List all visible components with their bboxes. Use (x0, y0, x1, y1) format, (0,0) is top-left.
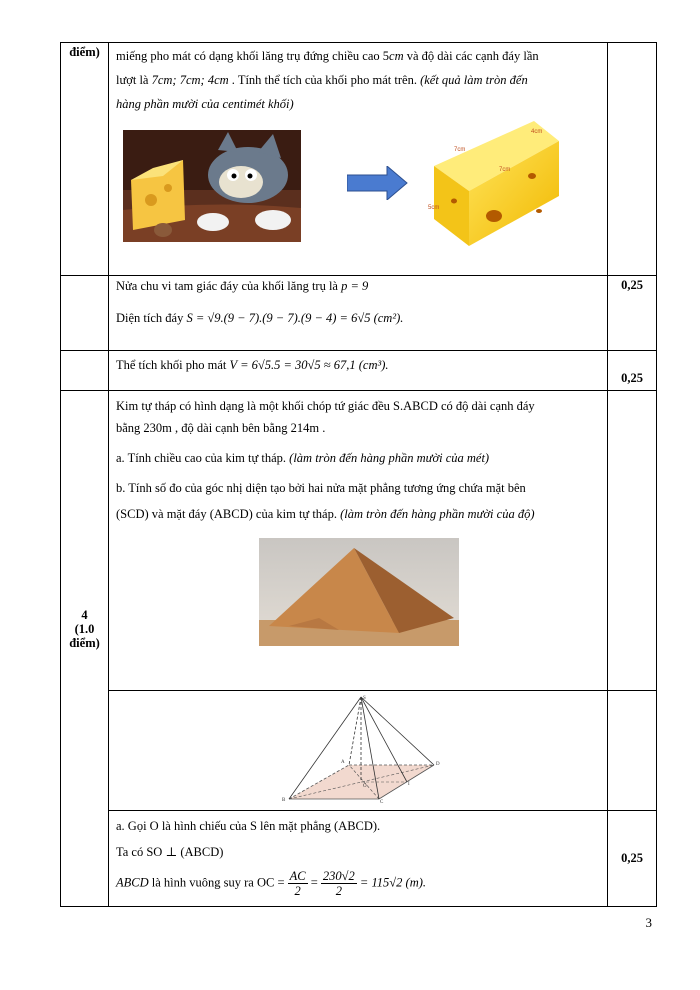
score-cell (608, 43, 657, 276)
volume-row (61, 351, 657, 391)
cheese-problem-row (61, 43, 657, 276)
solution-line-3: ABCD là hình vuông suy ra OC = $\frac{AC}{2}$ = $\frac{230√2}{2}$ = 115√2 (m). (116, 869, 427, 898)
label-5cm: 5cm (428, 205, 440, 211)
points-label: 4 (1.0 điểm) (69, 607, 100, 650)
label-7cm-left: 7cm (454, 147, 466, 153)
solution-cell (109, 276, 608, 351)
score-cell (608, 276, 657, 351)
question-a: a. Tính chiều cao của kim tự tháp. (làm tròn đến hàng phần mười của mét) (116, 451, 490, 465)
score-cell (608, 691, 657, 811)
label-A: A (341, 760, 345, 765)
question-b-line-1: b. Tính số đo của góc nhị diện tạo bởi hai nửa mặt phẳng tương ứng chứa mặt bên (116, 481, 526, 495)
solution-line-1: a. Gọi O là hình chiếu của S lên mặt phẳng (ABCD). (116, 819, 381, 833)
pyramid-problem-row (61, 391, 657, 691)
label-B: B (282, 798, 286, 803)
points-label: điểm) (69, 45, 100, 59)
solution-cell (109, 351, 608, 391)
score-cell (608, 351, 657, 391)
arrow-icon (347, 166, 409, 200)
points-cell (61, 391, 109, 907)
label-D: D (436, 762, 440, 767)
answer-table (60, 42, 657, 907)
problem-cell (109, 43, 608, 276)
fraction-230sqrt2-over-2: $\frac{230√2}{2}$ (322, 869, 355, 898)
empty-cell (61, 276, 109, 351)
page-number: 3 (645, 915, 652, 930)
volume-line: Thể tích khối pho mát V = 6√5.5 = 30√5 ≈ 67,1 (cm³). (116, 358, 389, 372)
score-value: 0,25 (621, 278, 643, 292)
label-7cm-mid: 7cm (499, 167, 511, 173)
score-value: 0,25 (621, 851, 643, 865)
pyramid-diagram (279, 693, 449, 807)
score-value: 0,25 (621, 371, 643, 385)
problem-line-1: Kim tự tháp có hình dạng là một khối chóp tứ giác đều S.ABCD có độ dài cạnh đáy (116, 399, 535, 413)
score-cell (608, 811, 657, 907)
score-cell (608, 391, 657, 691)
empty-cell (61, 351, 109, 391)
diagram-cell (109, 691, 608, 811)
problem-cell (109, 391, 608, 691)
solution-a-row (61, 811, 657, 907)
label-I: I (408, 782, 410, 787)
label-C: C (380, 800, 384, 805)
cheese-illustration (109, 116, 607, 271)
cartoon-picture (123, 130, 301, 242)
solution-line-2: Ta có SO ⊥ (ABCD) (116, 845, 224, 859)
label-O: O (363, 784, 367, 789)
problem-line-2: lượt là 7cm; 7cm; 4cm . Tính thể tích của khối pho mát trên. (kết quả làm tròn đến (116, 73, 528, 87)
base-area-line: Diện tích đáy S = √9.(9 − 7).(9 − 7).(9 − 4) = 6√5 (cm²). (116, 311, 404, 325)
solution-cell (109, 811, 608, 907)
problem-line-1: miếng pho mát có dạng khối lăng trụ đứng chiều cao 5cm và độ dài các cạnh đáy lần (116, 49, 539, 63)
problem-line-2: bằng 230m , độ dài cạnh bên bằng 214m . (116, 421, 326, 435)
question-b-line-2: (SCD) và mặt đáy (ABCD) của kim tự tháp. (làm tròn đến hàng phần mười của độ) (116, 507, 535, 521)
points-cell (61, 43, 109, 276)
label-4cm: 4cm (531, 129, 543, 135)
fraction-ac-over-2: $\frac{AC}{2}$ (289, 869, 306, 898)
pyramid-diagram-row (61, 691, 657, 811)
semi-perimeter-line: Nửa chu vi tam giác đáy của khối lăng trụ là p = 9 (116, 279, 369, 293)
pyramid-photo (259, 538, 459, 646)
problem-line-3: hàng phần mười của centimét khối) (116, 97, 294, 111)
label-S: S (363, 696, 366, 701)
base-area-row (61, 276, 657, 351)
cheese-wedge-figure (414, 121, 579, 251)
